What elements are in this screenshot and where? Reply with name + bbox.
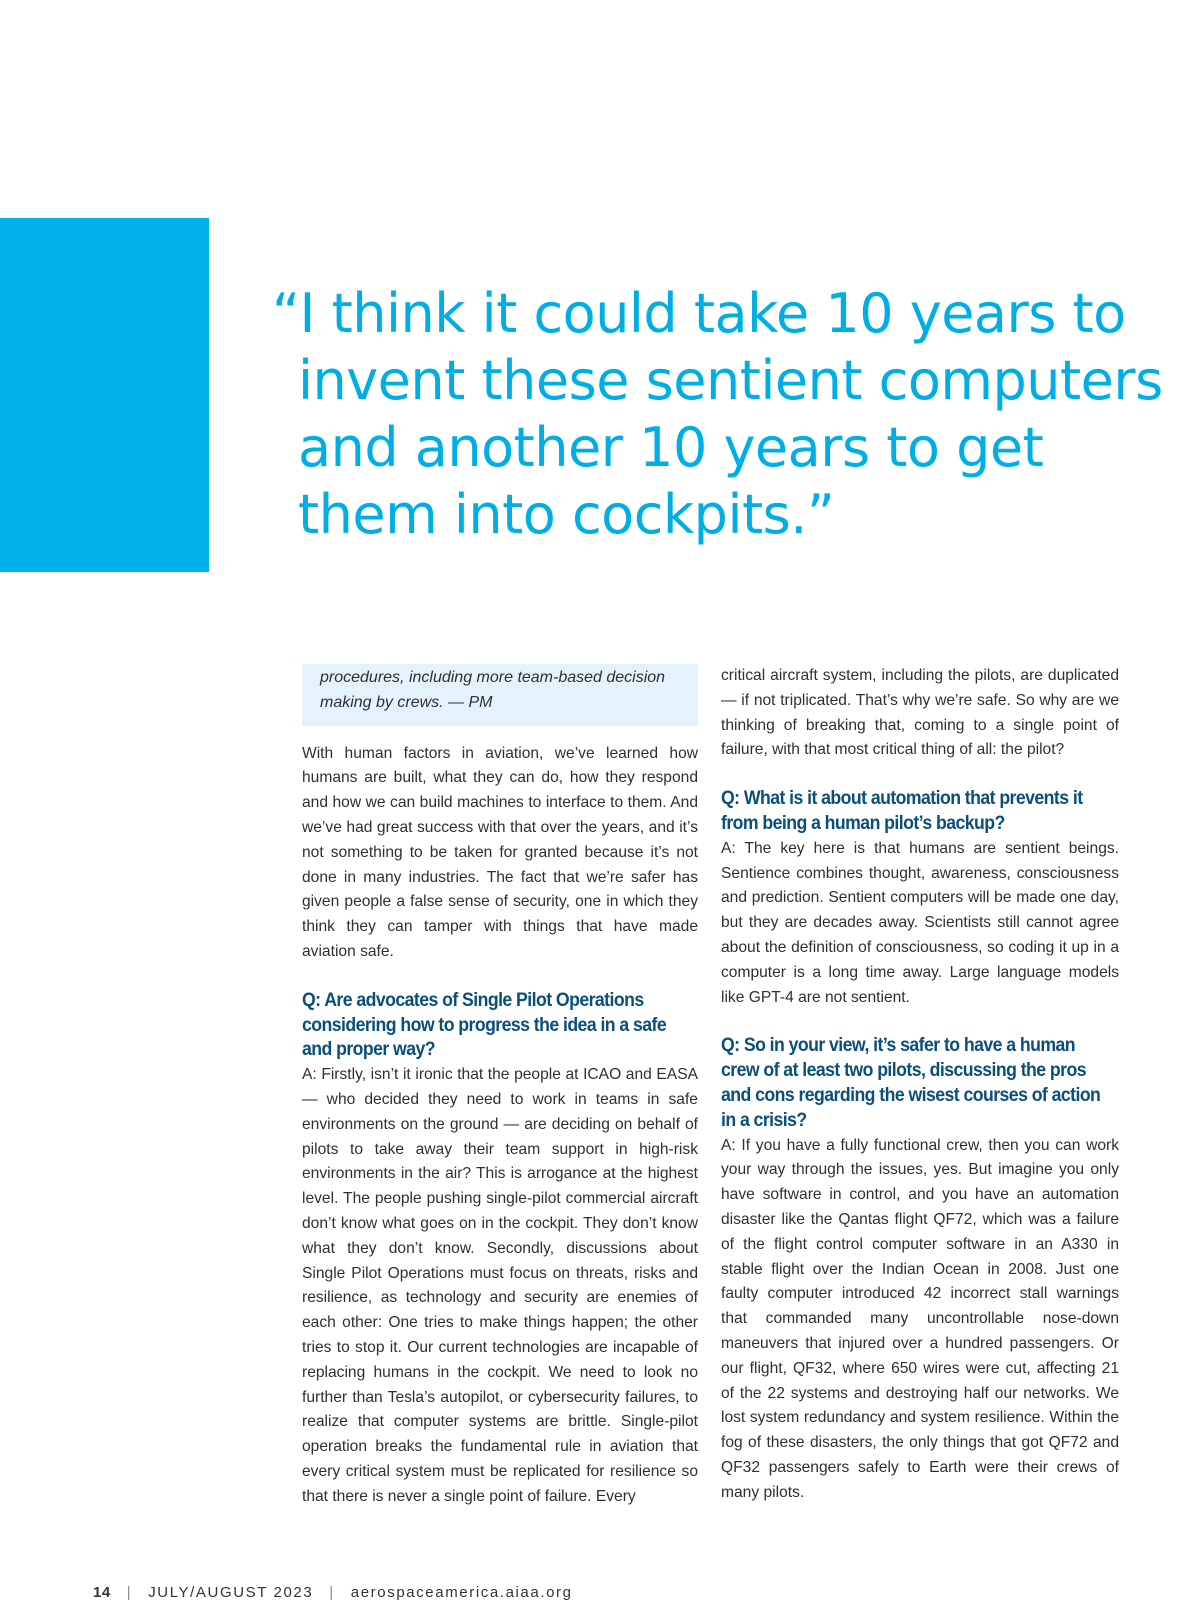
pull-quote [272,280,1163,548]
page-number: 14 [93,1584,111,1601]
article-column-left [302,664,698,1510]
pull-quote-line: invent these sentient computers [298,349,1163,412]
page-footer [93,1584,573,1601]
interview-question: Q: Are advocates of Single Pilot Operations considering how to progress the idea in a safe and proper way? [302,989,667,1061]
interview-answer: A: If you have a fully functional crew, then you can work your way through the issues, yes. But imagine you only have software in control, and you have an automation disaster like the Qantas flight QF72, which was a failure of the flight control computer software in an A330 in stable flight over the Indian Ocean in 2008. Just one faulty computer introduced 42 incorrect stall warnings that commanded many uncontrollable nose-down maneuvers that injured over a hundred passengers. Or our flight, QF32, where 650 wires were cut, affecting 21 of the 22 systems and destroying half our networks. We lost system redundancy and system resilience. Within the fog of these disasters, the only things that got QF72 and QF32 passengers safely to Earth were their crews of many pilots. [721,1136,1119,1501]
decorative-blue-block [0,218,209,572]
footer-separator: | [126,1584,133,1601]
footer-separator: | [329,1584,335,1601]
interview-question: Q: So in your view, it’s safer to have a human crew of at least two pilots, discussing the pros and cons regarding the wisest courses of action in a crisis? [721,1035,1101,1131]
interview-answer: A: Firstly, isn’t it ironic that the people at ICAO and EASA — who decided they need to work in teams in safe environments on the ground — are deciding on behalf of pilots to take away their team support in high-risk environments in the air? This is arrogance at the highest level. The people pushing single-pilot commercial aircraft don’t know what goes on in the cockpit. They don’t know what they don’t know. Secondly, discussions about Single Pilot Operations must focus on threats, risks and resilience, as technology and security are enemies of each other: One tries to make things happen; the other tries to stop it. Our current technologies are incapable of replacing humans in the cockpit. We need to look no further than Tesla’s autopilot, or cybersecurity failures, to realize that computer systems are brittle. Single-pilot operation breaks the fundamental rule in aviation that every critical system must be replicated for resilience so that there is never a single point of failure. Every [302,1066,698,1505]
interview-answer: A: The key here is that humans are sentient beings. Sentience combines thought, awareness, consciousness and prediction. Sentient computers will be made one day, but they are decades away. Scientists still cannot agree about the definition of consciousness, so coding it up in a computer is a long time away. Large language models like GPT-4 are not sentient. [721,839,1119,1006]
body-paragraph: With human factors in aviation, we’ve learned how humans are built, what they can do, how they respond and how we can build machines to interface to them. And we’ve had great success with that over the years, and it’s not something to be taken for granted because it’s not done in many industries. The fact that we’re safer has given people a false sense of security, one in which they think they can tamper with things that have made aviation safe. [302,744,698,960]
website-link[interactable]: aerospaceamerica.aiaa.org [350,1584,573,1601]
pull-quote-line: “I think it could take 10 years to [272,282,1126,345]
sidebar-box-tail: procedures, including more team-based decision making by crews. — PM [302,664,698,726]
pull-quote-line: them into cockpits.” [298,483,835,546]
pull-quote-line: and another 10 years to get [298,416,1044,479]
interview-question: Q: What is it about automation that prevents it from being a human pilot’s backup? [721,788,1083,834]
interview-answer-continued: critical aircraft system, including the pilots, are duplicated — if not triplicated. That’s why we’re safe. So why are we thinking of breaking that, coming to a single point of failure, with that most critical thing of all: the pilot? [721,667,1119,759]
article-column-right [721,664,1119,1506]
issue-date: JULY/AUGUST 2023 [148,1584,314,1601]
